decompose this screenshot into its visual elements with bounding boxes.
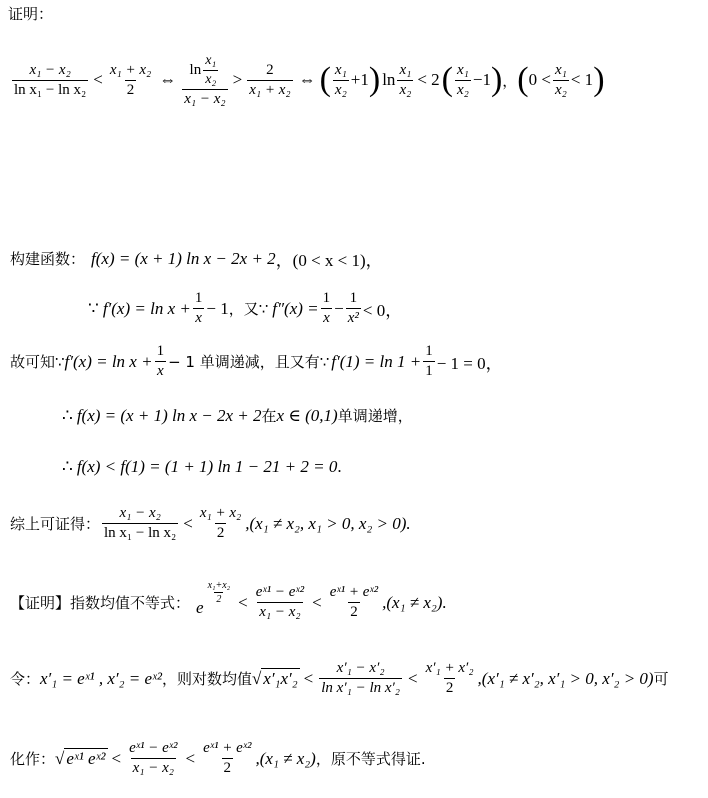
- arith-mean-fraction: x₁ + x₂ 2: [109, 61, 152, 98]
- conclusion-f-line: ∴ f(x) < f(1) = (1 + 1) ln 1 − 21 + 2 = 0 .: [62, 457, 342, 476]
- function-definition: f(x) = (x + 1) ln x − 2x + 2: [91, 248, 276, 268]
- monotone-line: 故可知∵ f′(x) = ln x + $\frac{1}{x}$ − 1 单调递减，且又有∵ f′(1) = ln 1 + $\frac{1}{1}$ − 1 = 0，: [10, 343, 503, 379]
- proof-heading: 证明：: [8, 5, 54, 23]
- two-over-sum-fraction: 2 x₁ + x₂: [249, 61, 291, 98]
- log-mean-fraction: x₁ − x₂ ln x₁ − ln x₂: [14, 61, 87, 98]
- construct-label: 构建函数：: [10, 250, 86, 268]
- derivative-line: ∵ f′(x) = ln x + $\frac{1}{x}$ − 1 ，又∵ f″(x) = $\frac{1}{x}$ − $\frac{1}{\text{x²}}$ < 0，: [88, 290, 403, 326]
- substitution-line: 令： x′₁ = eˣ¹ , x′₂ = eˣ² ，则对数均值 √ x′₁x′₂ < x′₁ − x′₂ ln x′₁ − ln x′₂ < x′₁ + x′₂ 2 ,(x′₁ ≠ x′₂, x′₁ > 0, x′₂ > 0) 可: [10, 660, 669, 696]
- construct-function-line: 构建函数： f(x) = (x + 1) ln x − 2x + 2 ，(0 < x < 1)，: [10, 248, 383, 270]
- sqrt-symbol: √ x′₁x′₂: [251, 669, 298, 688]
- summary-line: 综上可证得： x₁ − x₂ ln x₁ − ln x₂ < x₁ + x₂ 2 ,(x₁ ≠ x₂, x₁ > 0, x₂ > 0).: [10, 505, 411, 541]
- increasing-line: ∴ f(x) = (x + 1) ln x − 2x + 2 在 x ∈ (0,1) 单调递增，: [62, 405, 413, 425]
- exp-mean-line: 【证明】指数均值不等式： e x₁+x₂ 2 < eˣ¹ − eˣ² x₁ − x₂ < eˣ¹ + eˣ² 2 ,(x₁ ≠ x₂).: [10, 579, 447, 620]
- iff-symbol: ⇔: [159, 70, 177, 89]
- ln-ratio-fraction: ln x₁ x₂ x₁ − x₂: [184, 52, 226, 107]
- final-line: 化作： √ eˣ¹ eˣ² < eˣ¹ − eˣ² x₁ − x₂ < eˣ¹ + eˣ² 2 ,(x₁ ≠ x₂) ，原不等式得证.: [10, 740, 426, 776]
- main-equivalence: x₁ − x₂ ln x₁ − ln x₂ < x₁ + x₂ 2 ⇔ ln x₁ x₂ x₁ − x₂ > 2 x₁ + x₂ ⇔ ( x₁ x₂ +1 ) ln x₁ x₂ < 2 ( x₁ x₂ −1 ) ， ( 0 < x₁ x₂ < 1 ): [14, 52, 605, 107]
